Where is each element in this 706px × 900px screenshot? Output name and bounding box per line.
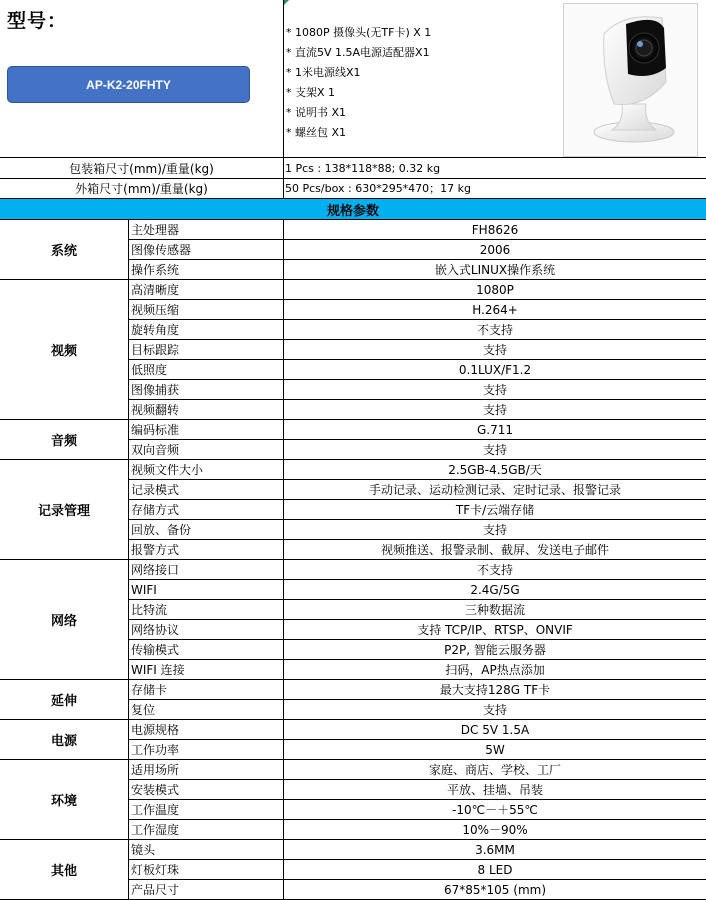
- spec-key: WIFI: [131, 580, 284, 600]
- spec-key: 灯板灯珠: [131, 860, 284, 880]
- spec-group-name: 网络: [0, 560, 129, 679]
- spec-group: [0, 280, 706, 420]
- product-photo: [563, 3, 698, 157]
- spec-row: [129, 720, 706, 740]
- spec-row: [129, 620, 706, 640]
- spec-group: [0, 420, 706, 460]
- spec-row: [129, 460, 706, 480]
- packaging-label: 包装箱尺寸(mm)/重量(kg): [0, 158, 284, 178]
- spec-key: 视频翻转: [131, 400, 284, 420]
- spec-row: [129, 860, 706, 880]
- spec-row: [129, 300, 706, 320]
- spec-row: [129, 520, 706, 540]
- spec-row: [129, 480, 706, 500]
- spec-value: 支持: [482, 403, 507, 417]
- spec-row: [129, 660, 706, 679]
- model-number-badge: AP-K2-20FHTY: [7, 66, 250, 103]
- camera-illustration: [564, 4, 697, 156]
- spec-key: 视频压缩: [131, 300, 284, 320]
- spec-key: 适用场所: [131, 760, 284, 780]
- spec-value: 0.1LUX/F1.2: [458, 363, 532, 377]
- spec-value: 1080P: [476, 283, 514, 297]
- spec-key: 复位: [131, 700, 284, 720]
- spec-key: 工作温度: [131, 800, 284, 820]
- spec-group-name: 音频: [0, 420, 129, 459]
- spec-group: [0, 760, 706, 840]
- spec-row: [129, 440, 706, 459]
- spec-row: [129, 740, 706, 759]
- spec-group: [0, 560, 706, 680]
- spec-key: 操作系统: [131, 260, 284, 280]
- package-contents-item: * 1080P 摄像头(无TF卡) X 1: [286, 26, 432, 39]
- spec-key: 镜头: [131, 840, 284, 860]
- spec-row: [129, 580, 706, 600]
- spec-value: -10℃－＋55℃: [452, 803, 538, 817]
- spec-row: [129, 340, 706, 360]
- spec-key: 比特流: [131, 600, 284, 620]
- spec-row: [129, 320, 706, 340]
- spec-key: 电源规格: [131, 720, 284, 740]
- spec-key: 双向音频: [131, 440, 284, 460]
- spec-key: 视频文件大小: [131, 460, 284, 480]
- spec-key: WIFI 连接: [131, 660, 284, 680]
- spec-group-name: 系统: [0, 220, 129, 279]
- spec-group-name: 延伸: [0, 680, 129, 719]
- spec-row: [129, 700, 706, 719]
- spec-row: [129, 360, 706, 380]
- spec-key: 产品尺寸: [131, 880, 284, 900]
- spec-group: [0, 680, 706, 720]
- spec-value: 支持: [482, 523, 507, 537]
- package-contents-list: [286, 23, 431, 143]
- spec-value: 67*85*105 (mm): [444, 883, 546, 897]
- spec-row: [129, 260, 706, 279]
- spec-group: [0, 720, 706, 760]
- spec-row: [129, 800, 706, 820]
- package-contents-item: * 螺丝包 X1: [286, 126, 347, 139]
- spec-value: 手动记录、运动检测记录、定时记录、报警记录: [368, 483, 621, 497]
- spec-value: 不支持: [476, 563, 513, 577]
- spec-value: 8 LED: [477, 863, 513, 877]
- spec-row: [129, 600, 706, 620]
- spec-value: 支持: [482, 703, 507, 717]
- spec-value: 10%－90%: [462, 823, 528, 837]
- spec-group-name: 电源: [0, 720, 129, 759]
- spec-value: 平放、挂墙、吊装: [446, 783, 543, 797]
- spec-value: FH8626: [471, 223, 519, 237]
- spec-key: 旋转角度: [131, 320, 284, 340]
- spec-key: 主处理器: [131, 220, 284, 240]
- cell-comment-marker: [284, 0, 289, 5]
- model-label: 型号：: [7, 10, 68, 32]
- carton-label: 外箱尺寸(mm)/重量(kg): [0, 178, 284, 198]
- spec-value: 支持: [482, 383, 507, 397]
- spec-value: G.711: [476, 423, 514, 437]
- spec-row: [129, 380, 706, 400]
- spec-row: [129, 840, 706, 860]
- spec-row: [129, 400, 706, 419]
- spec-value: 3.6MM: [475, 843, 515, 857]
- spec-row: [129, 640, 706, 660]
- spec-row: [129, 420, 706, 440]
- spec-row: [129, 540, 706, 559]
- spec-key: 图像捕获: [131, 380, 284, 400]
- spec-group: [0, 840, 706, 900]
- spec-row: [129, 560, 706, 580]
- spec-value: 支持 TCP/IP、RTSP、ONVIF: [417, 623, 573, 637]
- spec-key: 存储卡: [131, 680, 284, 700]
- spec-value: 视频推送、报警录制、截屏、发送电子邮件: [380, 543, 609, 557]
- spec-group-name: 视频: [0, 280, 129, 419]
- package-contents-item: * 说明书 X1: [286, 106, 347, 119]
- spec-value: 扫码，AP热点添加: [445, 663, 545, 677]
- spec-row: [129, 680, 706, 700]
- carton-row: [0, 178, 706, 199]
- spec-value: 三种数据流: [464, 603, 525, 617]
- spec-value: H.264+: [472, 303, 518, 317]
- spec-value: P2P, 智能云服务器: [444, 643, 546, 657]
- spec-value: 2006: [479, 243, 511, 257]
- spec-key: 编码标准: [131, 420, 284, 440]
- specs-title: 规格参数: [0, 199, 706, 220]
- spec-value: DC 5V 1.5A: [460, 723, 530, 737]
- spec-row: [129, 820, 706, 839]
- spec-value: 5W: [485, 743, 505, 757]
- spec-value: 最大支持128G TF卡: [439, 683, 551, 697]
- spec-key: 回放、备份: [131, 520, 284, 540]
- spec-group: [0, 220, 706, 280]
- spec-key: 低照度: [131, 360, 284, 380]
- spec-row: [129, 880, 706, 899]
- spec-row: [129, 500, 706, 520]
- spec-key: 传输模式: [131, 640, 284, 660]
- packaging-value: 1 Pcs : 138*118*88; 0.32 kg: [285, 161, 441, 175]
- spec-row: [129, 240, 706, 260]
- spec-value: 家庭、商店、学校、工厂: [428, 763, 561, 777]
- spec-value: TF卡/云端存储: [455, 503, 535, 517]
- spec-key: 网络接口: [131, 560, 284, 580]
- spec-value: 支持: [482, 443, 507, 457]
- package-contents-item: * 1米电源线X1: [286, 66, 361, 79]
- spec-key: 工作湿度: [131, 820, 284, 840]
- carton-value: 50 Pcs/box : 630*295*470；17 kg: [285, 182, 472, 195]
- spec-row: [129, 280, 706, 300]
- spec-key: 记录模式: [131, 480, 284, 500]
- spec-value: 2.4G/5G: [470, 583, 520, 597]
- spec-group-name: 其他: [0, 840, 129, 899]
- spec-key: 存储方式: [131, 500, 284, 520]
- spec-value: 2.5GB-4.5GB/天: [448, 463, 542, 477]
- spec-group-name: 记录管理: [0, 460, 129, 559]
- package-contents-item: * 支架X 1: [286, 86, 336, 99]
- package-contents-item: * 直流5V 1.5A电源适配器X1: [286, 46, 430, 59]
- spec-key: 目标跟踪: [131, 340, 284, 360]
- spec-value: 支持: [482, 343, 507, 357]
- spec-key: 图像传感器: [131, 240, 284, 260]
- packaging-row: [0, 158, 706, 179]
- spec-value: 不支持: [476, 323, 513, 337]
- spec-group: [0, 460, 706, 560]
- spec-key: 安装模式: [131, 780, 284, 800]
- header-block: [0, 0, 706, 158]
- spec-row: [129, 220, 706, 240]
- spec-key: 网络协议: [131, 620, 284, 640]
- spec-group-name: 环境: [0, 760, 129, 839]
- spec-key: 高清晰度: [131, 280, 284, 300]
- spec-row: [129, 760, 706, 780]
- spec-value: 嵌入式LINUX操作系统: [434, 263, 556, 277]
- spec-key: 报警方式: [131, 540, 284, 560]
- model-cell: [0, 0, 284, 158]
- spec-row: [129, 780, 706, 800]
- spec-key: 工作功率: [131, 740, 284, 760]
